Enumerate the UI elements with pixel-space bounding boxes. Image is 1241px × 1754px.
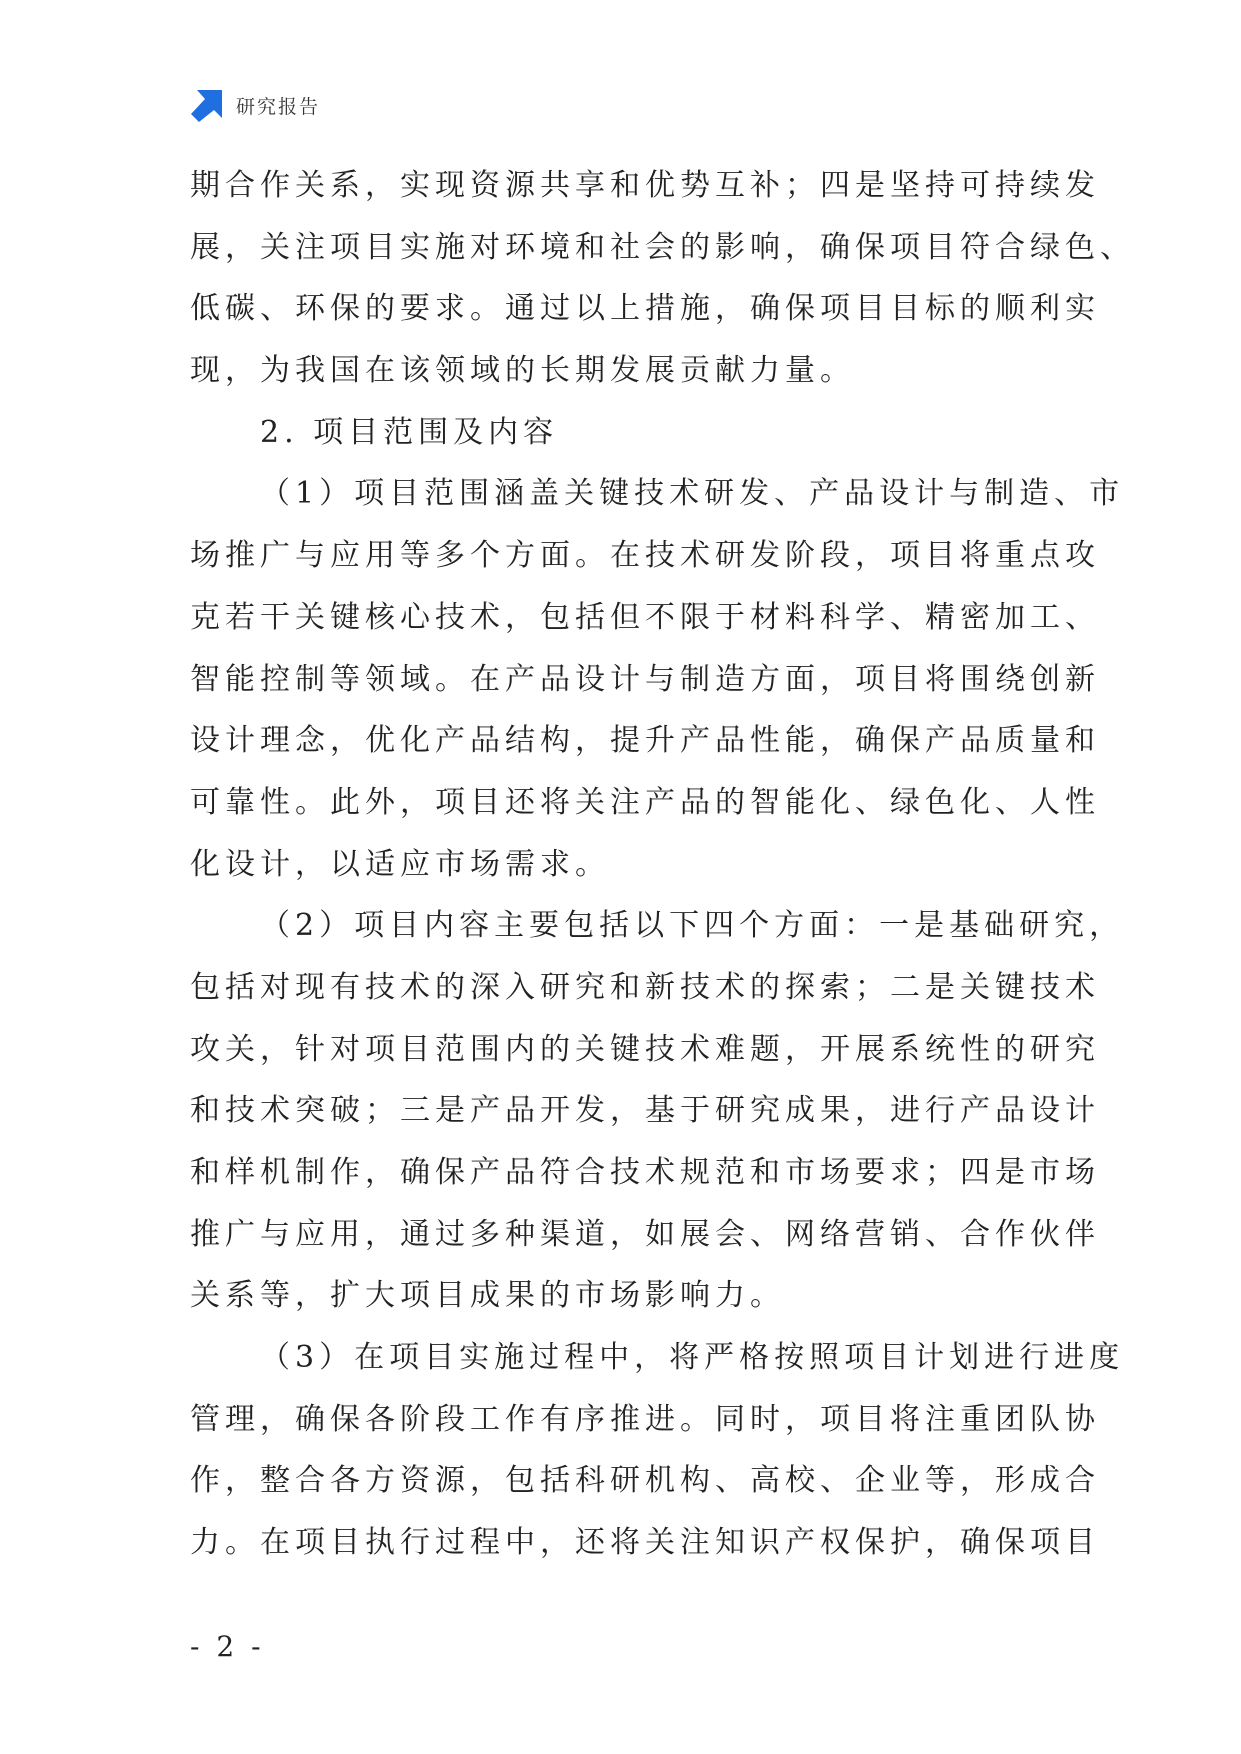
body-line: 可靠性。此外，项目还将关注产品的智能化、绿色化、人性: [190, 784, 1100, 820]
body-line: 克若干关键核心技术，包括但不限于材料科学、精密加工、: [190, 599, 1100, 635]
body-line: 期合作关系，实现资源共享和优势互补；四是坚持可持续发: [190, 168, 1100, 203]
body-line: （2）项目内容主要包括以下四个方面：一是基础研究，: [260, 908, 1125, 944]
body-line: 关系等，扩大项目成果的市场影响力。: [190, 1278, 785, 1314]
body-line: 化设计，以适应市场需求。: [190, 846, 610, 882]
body-line: 现，为我国在该领域的长期发展贡献力量。: [190, 353, 855, 389]
header-title: 研究报告: [236, 95, 321, 118]
body-line: （3）在项目实施过程中，将严格按照项目计划进行进度: [260, 1340, 1125, 1376]
body-line: （1）项目范围涵盖关键技术研发、产品设计与制造、市: [260, 476, 1125, 512]
body-line: 设计理念，优化产品结构，提升产品性能，确保产品质量和: [190, 723, 1100, 759]
document-body: [190, 155, 1135, 1574]
section-heading: 2. 项目范围及内容: [260, 414, 559, 450]
body-line: 智能控制等领域。在产品设计与制造方面，项目将围绕创新: [190, 661, 1100, 697]
body-line: 作，整合各方资源，包括科研机构、高校、企业等，形成合: [190, 1463, 1100, 1499]
body-line: 包括对现有技术的深入研究和新技术的探索；二是关键技术: [190, 969, 1100, 1005]
body-line: 管理，确保各阶段工作有序推进。同时，项目将注重团队协: [190, 1401, 1100, 1437]
arrow-up-right-icon: [190, 88, 224, 122]
body-line: 低碳、环保的要求。通过以上措施，确保项目目标的顺利实: [190, 291, 1100, 327]
body-line: 展，关注项目实施对环境和社会的影响，确保项目符合绿色、: [190, 229, 1135, 265]
page-header: [190, 88, 320, 122]
page-number: - 2 -: [190, 1630, 265, 1663]
body-line: 和样机制作，确保产品符合技术规范和市场要求；四是市场: [190, 1155, 1100, 1190]
body-line: 和技术突破；三是产品开发，基于研究成果，进行产品设计: [190, 1093, 1100, 1129]
body-line: 推广与应用，通过多种渠道，如展会、网络营销、合作伙伴: [190, 1216, 1100, 1252]
body-line: 攻关，针对项目范围内的关键技术难题，开展系统性的研究: [190, 1031, 1100, 1067]
body-line: 力。在项目执行过程中，还将关注知识产权保护，确保项目: [190, 1525, 1100, 1561]
body-line: 场推广与应用等多个方面。在技术研发阶段，项目将重点攻: [190, 538, 1100, 574]
